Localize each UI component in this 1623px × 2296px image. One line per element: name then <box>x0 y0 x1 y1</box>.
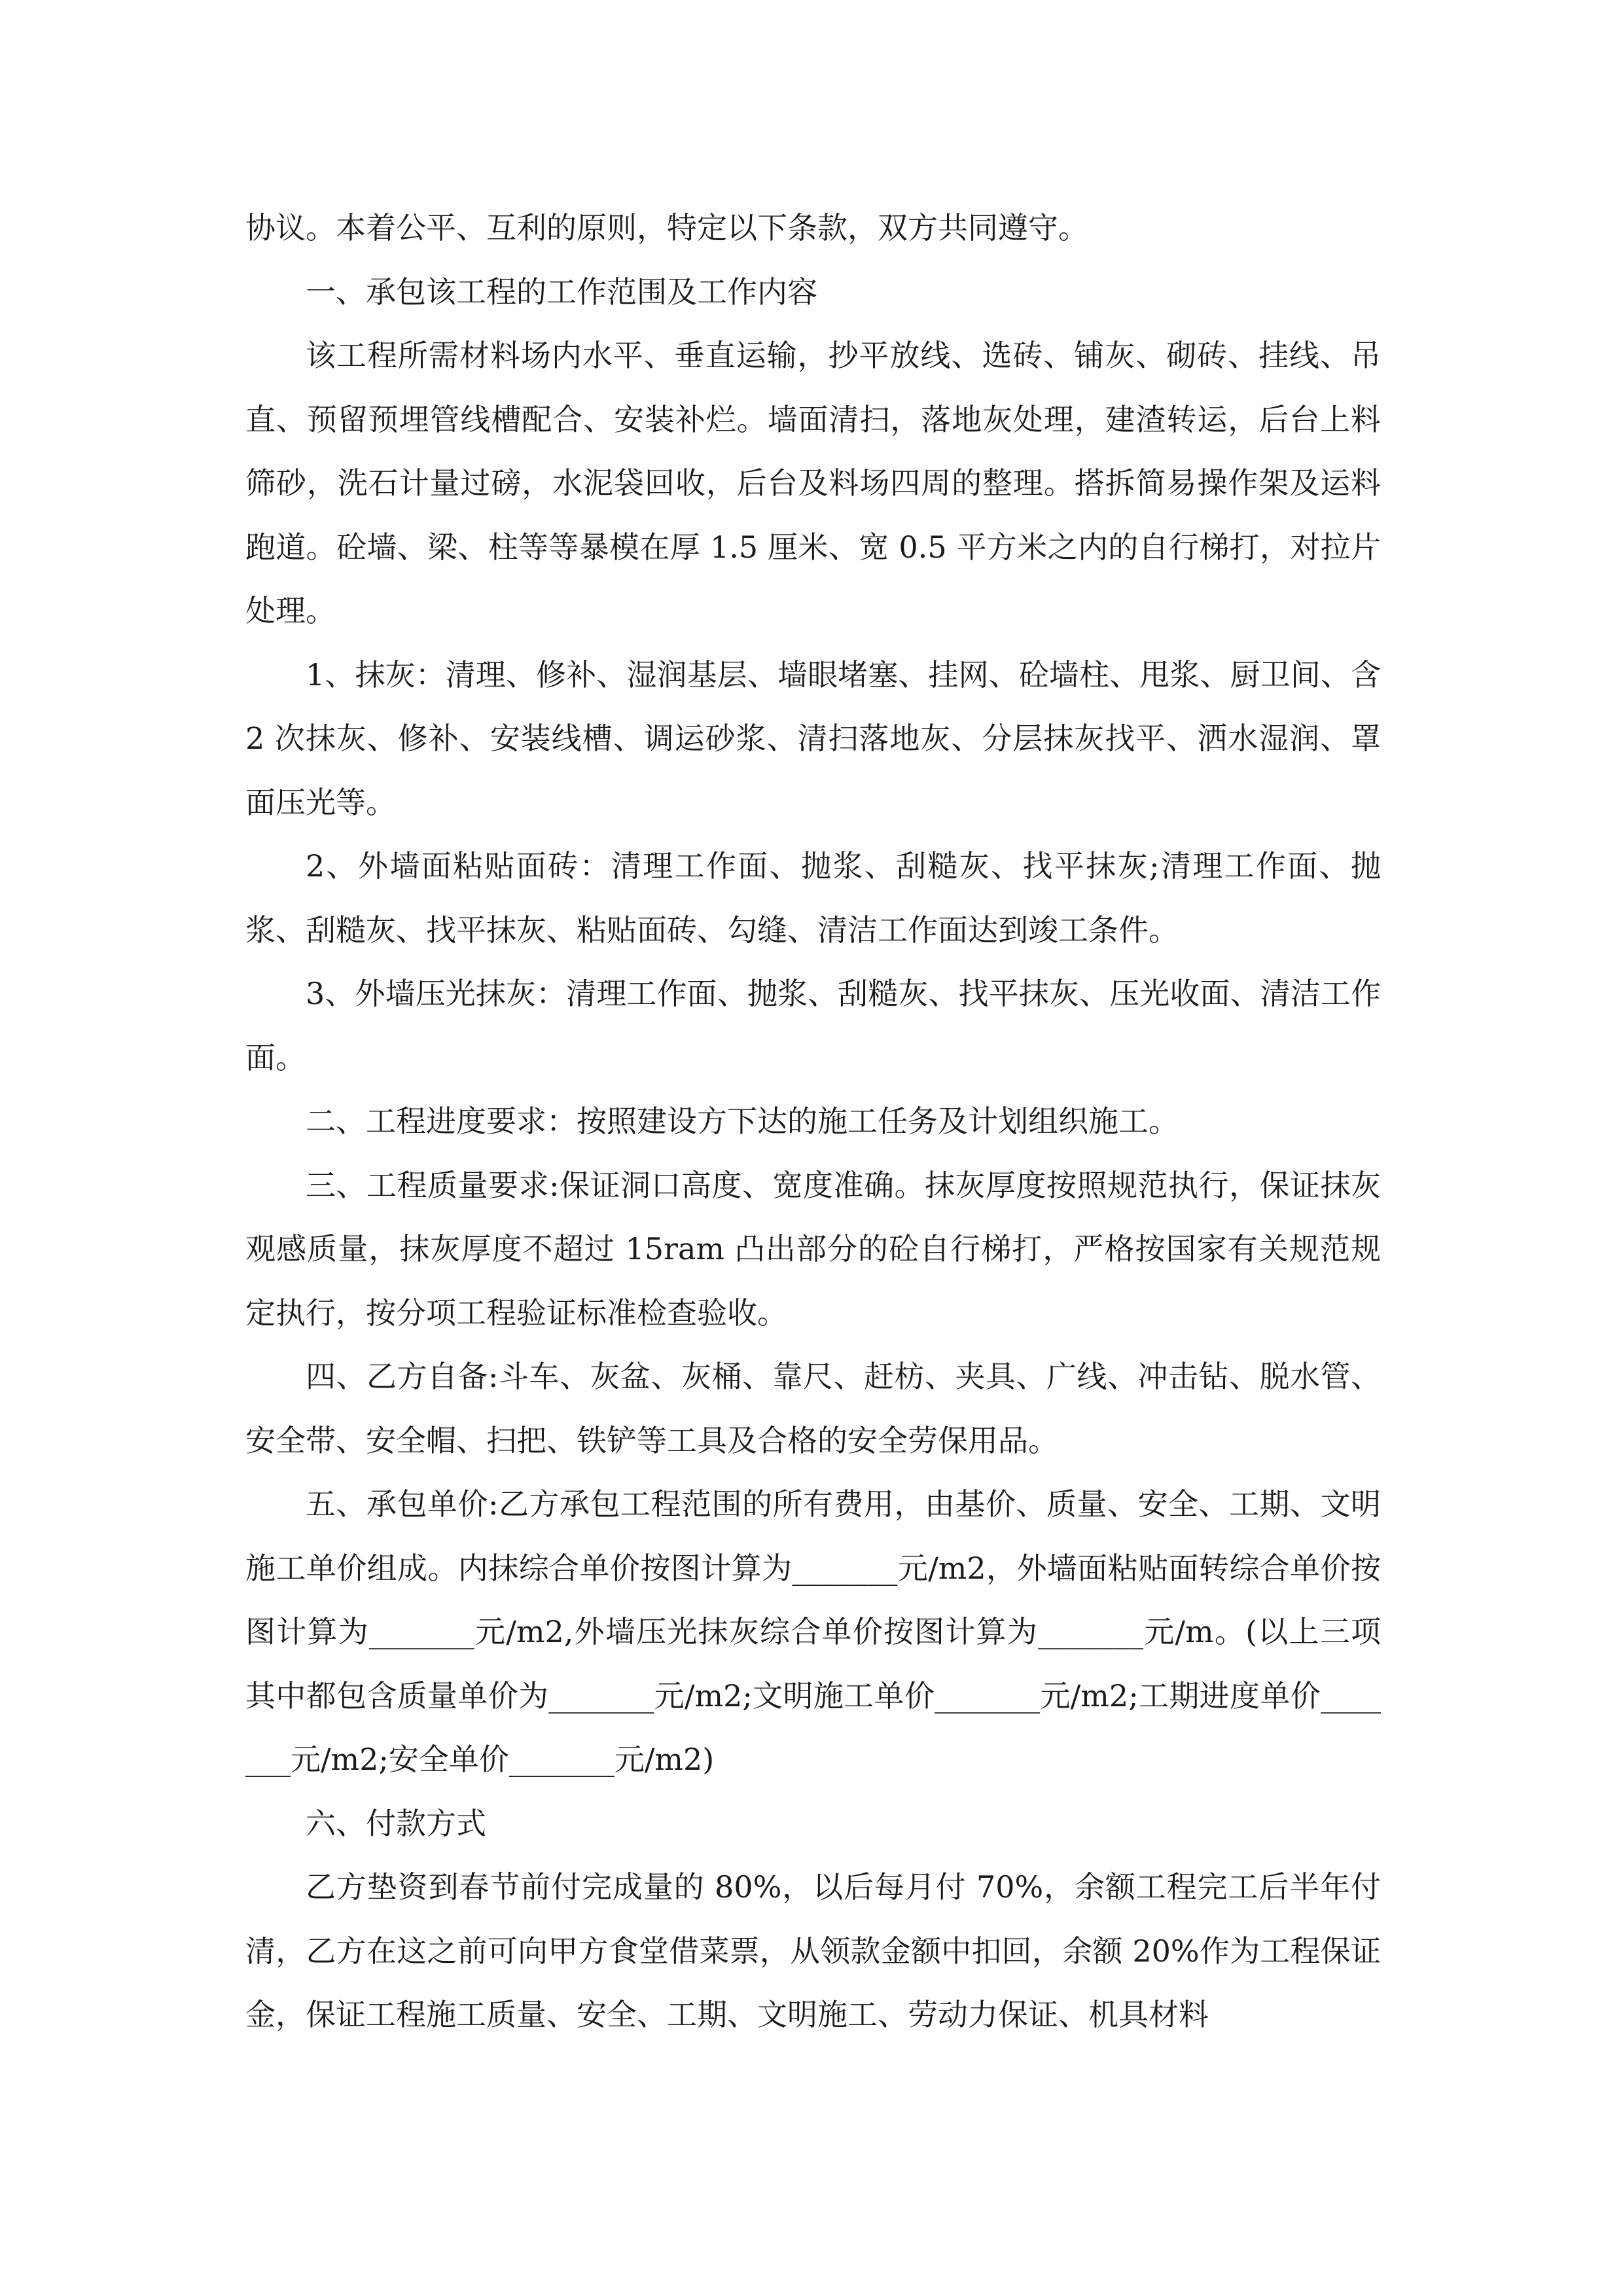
heading-work-scope: 一、承包该工程的工作范围及工作内容 <box>306 274 817 310</box>
paragraph-exterior-tiling: 2、外墙面粘贴面砖：清理工作面、抛浆、刮糙灰、找平抹灰;清理工作面、抛浆、刮糙灰、找平抹灰、粘贴面砖、勾缝、清洁工作面达到竣工条件。 <box>245 848 1381 948</box>
paragraph-schedule-requirements: 二、工程进度要求：按照建设方下达的施工任务及计划组织施工。 <box>306 1103 1179 1139</box>
paragraph-exterior-polish-plastering: 3、外墙压光抹灰：清理工作面、抛浆、刮糙灰、找平抹灰、压光收面、清洁工作面。 <box>245 976 1381 1075</box>
document-body <box>245 196 1381 2047</box>
heading-payment-method: 六、付款方式 <box>306 1805 486 1841</box>
paragraph-payment-details: 乙方垫资到春节前付完成量的 80%，以后每月付 70%，余额工程完工后半年付清，乙方在这之前可向甲方食堂借菜票，从领款金额中扣回，余额 20%作为工程保证金，保证工程施工质量、安全、工期、文明施工、劳动力保证、机具材料 <box>245 1869 1381 2032</box>
paragraph-party-b-equipment: 四、乙方自备:斗车、灰盆、灰桶、靠尺、赶枋、夹具、广线、冲击钻、脱水管、安全带、安全帽、扫把、铁铲等工具及合格的安全劳保用品。 <box>245 1359 1381 1458</box>
paragraph-quality-requirements: 三、工程质量要求:保证洞口高度、宽度准确。抹灰厚度按照规范执行，保证抹灰观感质量，抹灰厚度不超过 15ram 凸出部分的砼自行梯打，严格按国家有关规范规定执行，按分项工程验证标准检查验收。 <box>245 1167 1381 1331</box>
paragraph-work-scope-details: 该工程所需材料场内水平、垂直运输，抄平放线、选砖、铺灰、砌砖、挂线、吊直、预留预埋管线槽配合、安装补烂。墙面清扫，落地灰处理，建渣转运，后台上料筛砂，洗石计量过磅，水泥袋回收，后台及料场四周的整理。搭拆简易操作架及运料跑道。砼墙、梁、柱等等暴模在厚 1.5 厘米、宽 0.5 平方米之内的自行梯打，对拉片处理。 <box>245 338 1381 628</box>
paragraph-unit-price: 五、承包单价:乙方承包工程范围的所有费用，由基价、质量、安全、工期、文明施工单价组成。内抹综合单价按图计算为_______元/m2，外墙面粘贴面转综合单价按图计算为_______元/m2,外墙压光抹灰综合单价按图计算为_______元/m。(以上三项其中都包含质量单价为_______元/m2;文明施工单价_______元/m2;工期进度单价_______元/m2;安全单价_______元/m2) <box>245 1486 1381 1777</box>
paragraph-plastering: 1、抹灰：清理、修补、湿润基层、墙眼堵塞、挂网、砼墙柱、甩浆、厨卫间、含 2 次抹灰、修补、安装线槽、调运砂浆、清扫落地灰、分层抹灰找平、洒水湿润、罩面压光等。 <box>245 656 1381 820</box>
paragraph-agreement-intro: 协议。本着公平、互利的原则，特定以下条款，双方共同遵守。 <box>245 210 1088 245</box>
